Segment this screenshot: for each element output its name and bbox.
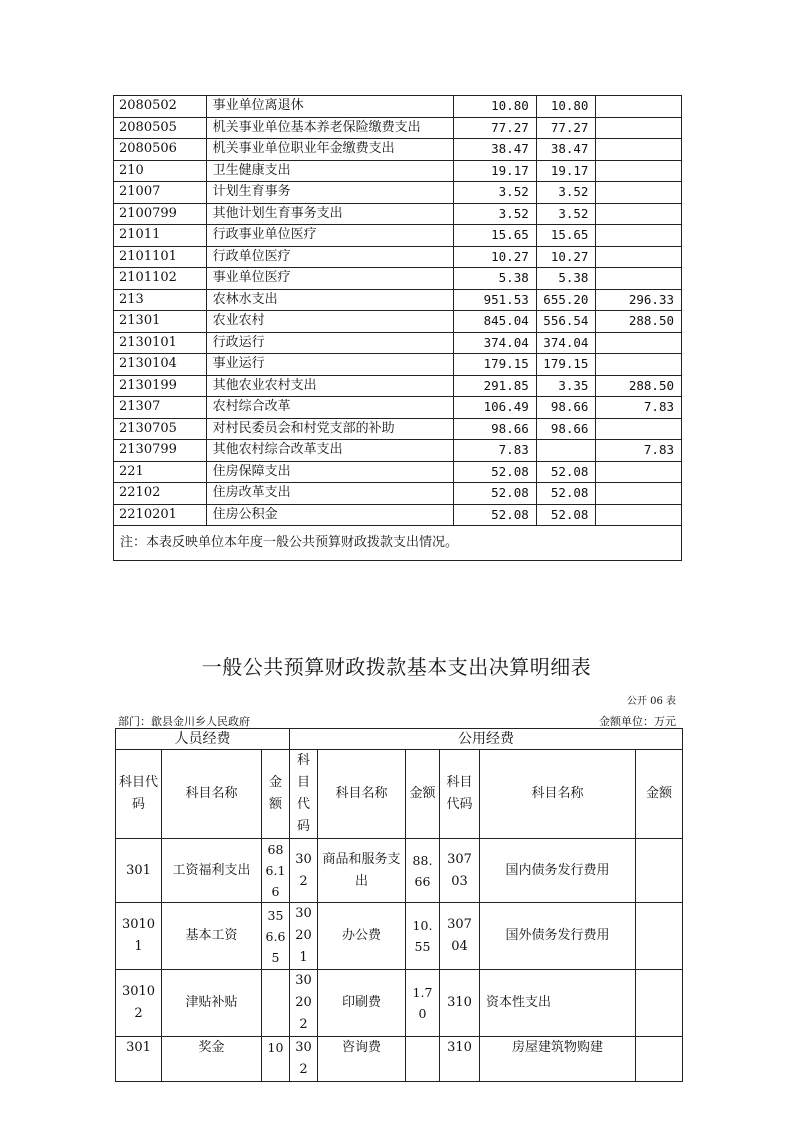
personnel-name-cell: 工资福利支出: [162, 839, 262, 903]
subject-name-cell: 卫生健康支出: [206, 160, 453, 182]
subject-name-cell: 农业农村: [206, 311, 453, 333]
personnel-name-cell: 奖金: [162, 1037, 262, 1082]
basic-amount-cell: 52.08: [536, 504, 596, 526]
public2-name-cell: 房屋建筑物购建: [480, 1037, 636, 1082]
total-amount-cell: 845.04: [454, 311, 537, 333]
public2-name-cell: 国内债务发行费用: [480, 839, 636, 903]
project-amount-cell: 296.33: [596, 289, 682, 311]
public2-code-cell: 30703: [440, 839, 480, 903]
subject-name-cell: 行政运行: [206, 332, 453, 354]
subject-code-cell: 21307: [114, 397, 207, 419]
amount-header: 金额: [636, 750, 683, 839]
table-row: [116, 1037, 683, 1082]
table-row: [116, 970, 683, 1037]
personnel-amount-cell: [262, 970, 290, 1037]
basic-amount-cell: 19.17: [536, 160, 596, 182]
personnel-name-cell: 津贴补贴: [162, 970, 262, 1037]
subject-name-cell: 事业运行: [206, 354, 453, 376]
total-amount-cell: 52.08: [454, 461, 537, 483]
basic-amount-cell: 10.27: [536, 246, 596, 268]
basic-amount-cell: 556.54: [536, 311, 596, 333]
personnel-code-cell: 301: [116, 1037, 162, 1082]
detail-table: [115, 728, 683, 1082]
total-amount-cell: 374.04: [454, 332, 537, 354]
basic-amount-cell: 52.08: [536, 461, 596, 483]
public2-amount-cell: [636, 1037, 683, 1082]
personnel-amount-cell: 356.65: [262, 903, 290, 970]
basic-amount-cell: 3.35: [536, 375, 596, 397]
total-amount-cell: 179.15: [454, 354, 537, 376]
subject-code-cell: 213: [114, 289, 207, 311]
public2-code-cell: 310: [440, 1037, 480, 1082]
basic-amount-cell: 655.20: [536, 289, 596, 311]
public-name-cell: 印刷费: [318, 970, 406, 1037]
basic-amount-cell: 179.15: [536, 354, 596, 376]
personnel-amount-cell: 686.16: [262, 839, 290, 903]
subject-code-cell: 2130705: [114, 418, 207, 440]
total-amount-cell: 10.80: [454, 96, 537, 118]
subject-name-cell: 农林水支出: [206, 289, 453, 311]
name-header: 科目名称: [162, 750, 262, 839]
basic-amount-cell: 3.52: [536, 203, 596, 225]
subject-name-cell: 事业单位离退休: [206, 96, 453, 118]
subject-code-cell: 2080505: [114, 117, 207, 139]
subject-name-cell: 其他农业农村支出: [206, 375, 453, 397]
subject-name-cell: 机关事业单位职业年金缴费支出: [206, 139, 453, 161]
public-amount-cell: 88.66: [406, 839, 440, 903]
public2-amount-cell: [636, 903, 683, 970]
public-code-cell: 30202: [290, 970, 318, 1037]
total-amount-cell: 106.49: [454, 397, 537, 419]
basic-amount-cell: 52.08: [536, 483, 596, 505]
subject-code-cell: 21007: [114, 182, 207, 204]
subject-name-cell: 事业单位医疗: [206, 268, 453, 290]
subject-code-cell: 21011: [114, 225, 207, 247]
subject-code-cell: 2130101: [114, 332, 207, 354]
basic-amount-cell: 15.65: [536, 225, 596, 247]
basic-amount-cell: 98.66: [536, 397, 596, 419]
subject-code-cell: 2130104: [114, 354, 207, 376]
subject-name-cell: 计划生育事务: [206, 182, 453, 204]
subject-code-cell: 2210201: [114, 504, 207, 526]
public-name-cell: 办公费: [318, 903, 406, 970]
subject-code-cell: 221: [114, 461, 207, 483]
public2-code-cell: 310: [440, 970, 480, 1037]
total-amount-cell: 52.08: [454, 504, 537, 526]
total-amount-cell: 5.38: [454, 268, 537, 290]
public2-amount-cell: [636, 839, 683, 903]
basic-amount-cell: 374.04: [536, 332, 596, 354]
personnel-header: 人员经费: [116, 729, 290, 750]
total-amount-cell: 3.52: [454, 203, 537, 225]
subject-name-cell: 住房公积金: [206, 504, 453, 526]
table-row: [116, 839, 683, 903]
personnel-amount-cell: 10: [262, 1037, 290, 1082]
subject-code-cell: 2080502: [114, 96, 207, 118]
project-amount-cell: 288.50: [596, 311, 682, 333]
public-code-cell: 302: [290, 839, 318, 903]
public-code-cell: 30201: [290, 903, 318, 970]
name-header: 科目名称: [480, 750, 636, 839]
subject-code-cell: 2101101: [114, 246, 207, 268]
personnel-code-cell: 30101: [116, 903, 162, 970]
page-title: 一般公共预算财政拨款基本支出决算明细表: [201, 655, 592, 679]
subject-name-cell: 其他计划生育事务支出: [206, 203, 453, 225]
project-amount-cell: 7.83: [596, 440, 682, 462]
form-number: 公开 06 表: [626, 696, 676, 707]
public2-code-cell: 30704: [440, 903, 480, 970]
subject-name-cell: 对村民委员会和村党支部的补助: [206, 418, 453, 440]
total-amount-cell: 77.27: [454, 117, 537, 139]
subject-name-cell: 住房改革支出: [206, 483, 453, 505]
total-amount-cell: 7.83: [454, 440, 537, 462]
public-amount-cell: 10.55: [406, 903, 440, 970]
subject-code-cell: 2080506: [114, 139, 207, 161]
basic-amount-cell: 10.80: [536, 96, 596, 118]
basic-amount-cell: 3.52: [536, 182, 596, 204]
amount-header: 金额: [406, 750, 440, 839]
table-note: 注：本表反映单位本年度一般公共预算财政拨款支出情况。: [114, 526, 682, 561]
basic-amount-cell: 38.47: [536, 139, 596, 161]
public2-name-cell: 资本性支出: [480, 970, 636, 1037]
public-amount-cell: 1.70: [406, 970, 440, 1037]
amount-header: 金额: [262, 750, 290, 839]
total-amount-cell: 291.85: [454, 375, 537, 397]
public-header: 公用经费: [290, 729, 683, 750]
unit-label: 金额单位：万元: [599, 715, 676, 728]
public-name-cell: 咨询费: [318, 1037, 406, 1082]
personnel-name-cell: 基本工资: [162, 903, 262, 970]
subject-name-cell: 机关事业单位基本养老保险缴费支出: [206, 117, 453, 139]
code-header: 科目代码: [440, 750, 480, 839]
subject-code-cell: 2100799: [114, 203, 207, 225]
total-amount-cell: 3.52: [454, 182, 537, 204]
subject-code-cell: 2130199: [114, 375, 207, 397]
subject-name-cell: 行政单位医疗: [206, 246, 453, 268]
total-amount-cell: 951.53: [454, 289, 537, 311]
subject-name-cell: 行政事业单位医疗: [206, 225, 453, 247]
subject-code-cell: 2101102: [114, 268, 207, 290]
name-header: 科目名称: [318, 750, 406, 839]
total-amount-cell: 15.65: [454, 225, 537, 247]
public2-amount-cell: [636, 970, 683, 1037]
personnel-code-cell: 301: [116, 839, 162, 903]
public-amount-cell: [406, 1037, 440, 1082]
total-amount-cell: 98.66: [454, 418, 537, 440]
public-code-cell: 302: [290, 1037, 318, 1082]
subject-code-cell: 22102: [114, 483, 207, 505]
column-header-row: [116, 750, 683, 839]
subject-name-cell: 其他农村综合改革支出: [206, 440, 453, 462]
project-amount-cell: 288.50: [596, 375, 682, 397]
personnel-code-cell: 30102: [116, 970, 162, 1037]
subject-code-cell: 2130799: [114, 440, 207, 462]
public-name-cell: 商品和服务支出: [318, 839, 406, 903]
department-label: 部门：歙县金川乡人民政府: [118, 715, 250, 728]
subject-code-cell: 210: [114, 160, 207, 182]
total-amount-cell: 38.47: [454, 139, 537, 161]
total-amount-cell: 19.17: [454, 160, 537, 182]
subject-name-cell: 农村综合改革: [206, 397, 453, 419]
basic-amount-cell: 98.66: [536, 418, 596, 440]
subject-code-cell: 21301: [114, 311, 207, 333]
basic-amount-cell: 77.27: [536, 117, 596, 139]
group-header-row: [116, 729, 683, 750]
code-header: 科目代码: [116, 750, 162, 839]
public2-name-cell: 国外债务发行费用: [480, 903, 636, 970]
total-amount-cell: 10.27: [454, 246, 537, 268]
subject-name-cell: 住房保障支出: [206, 461, 453, 483]
code-header: 科目代码: [290, 750, 318, 839]
basic-amount-cell: 5.38: [536, 268, 596, 290]
project-amount-cell: 7.83: [596, 397, 682, 419]
total-amount-cell: 52.08: [454, 483, 537, 505]
table-row: [116, 903, 683, 970]
